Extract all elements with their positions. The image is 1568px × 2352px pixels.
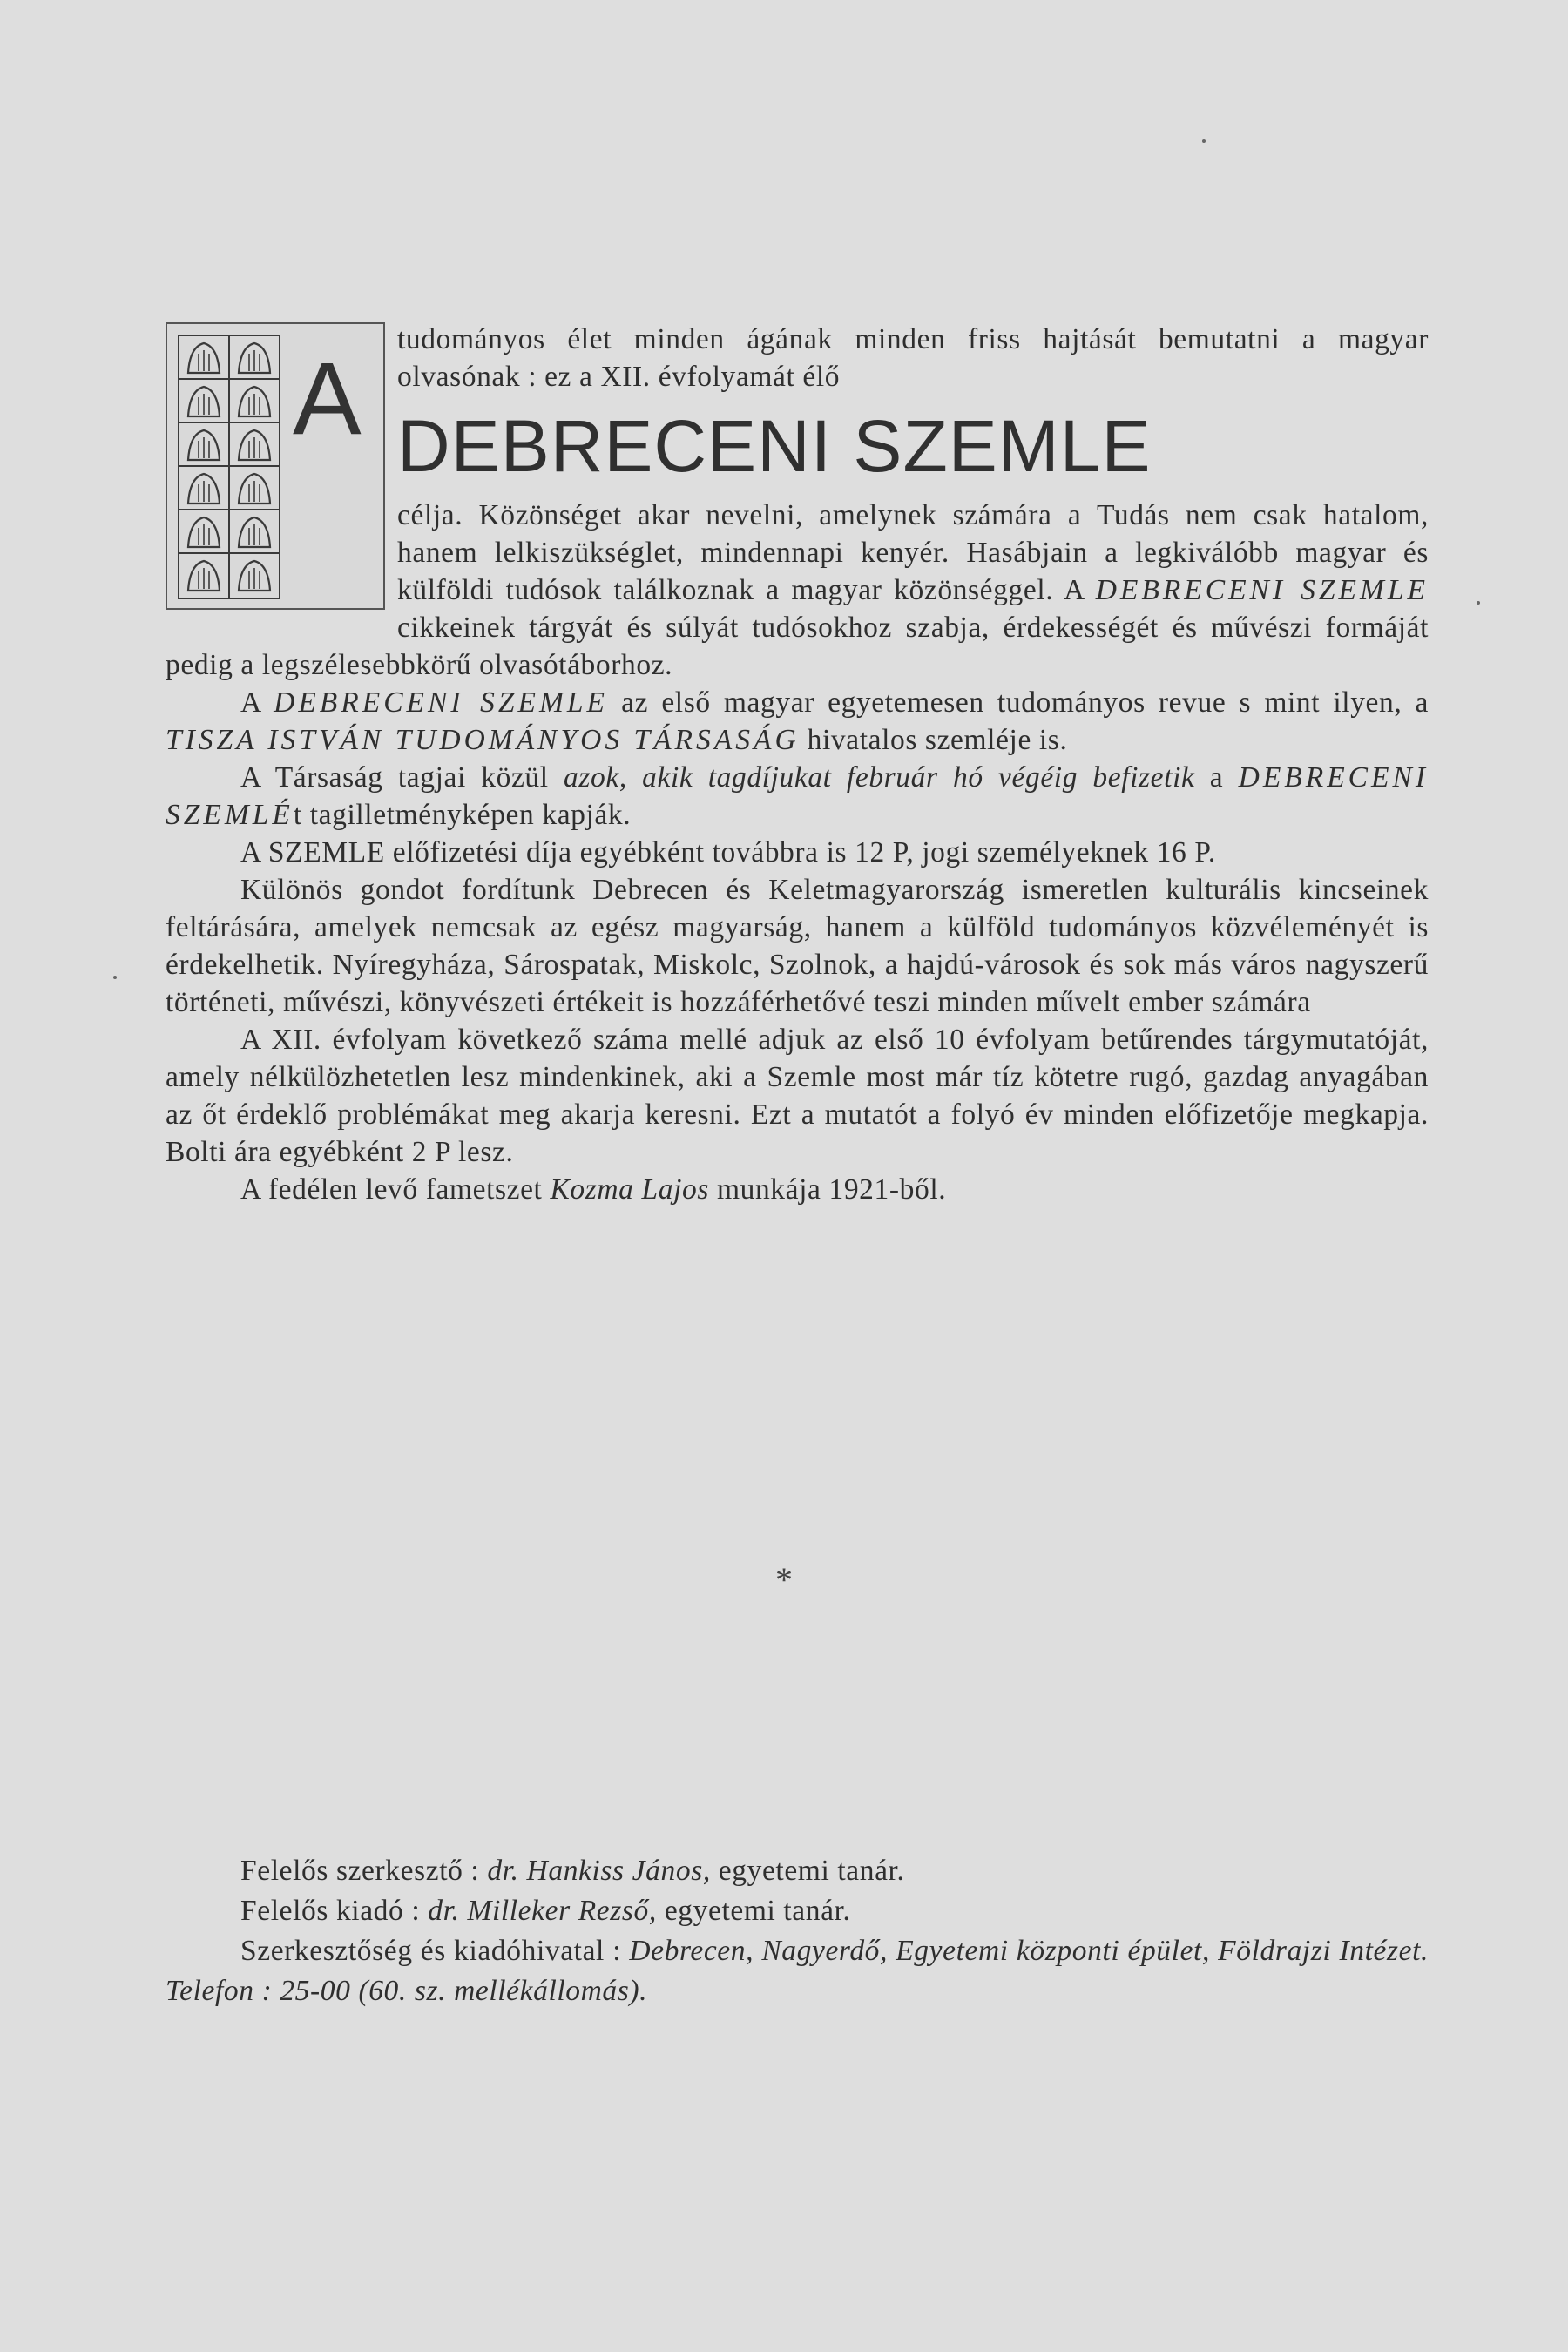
drop-cap-letter: A: [293, 341, 362, 456]
editor-label: Felelős szerkesztő :: [240, 1855, 488, 1887]
speck: [1202, 139, 1206, 143]
p7-artist: Kozma Lajos: [550, 1173, 709, 1206]
editor-role: egyetemi tanár.: [710, 1855, 905, 1887]
p3-text-a: A Társaság tagjai közül: [240, 761, 564, 794]
publisher-label: Felelős kiadó :: [240, 1895, 429, 1927]
speck: [113, 976, 117, 979]
imprint-office: [166, 1931, 1429, 2011]
paragraph-cover: [166, 1171, 1429, 1208]
p3-journal-name: DEBRECENI SZEMLÉ: [166, 761, 1429, 831]
imprint-block: [166, 1851, 1429, 2011]
publisher-role: egyetemi tanár.: [656, 1895, 851, 1927]
intro-after-masthead: célja. Közönséget akar nevelni, amelynek számára a Tudás nem csak hatalom, hanem lelkiszükséglet, mindennapi kenyér. Hasábjain a legkiválóbb magyar és külföldi tudósok találkoznak a magyar közönséggel. A: [397, 499, 1429, 606]
intro-after-journal: cikkeinek tárgyát és súlyát tudósokhoz szabja, érdekességét és művészi formáját pedig a legszélesebbkörű olvasótáborhoz.: [166, 612, 1429, 681]
p3-italic: azok, akik tagdíjukat február hó végéig befizetik: [564, 761, 1195, 794]
announcement-body: [166, 321, 1429, 1208]
bell-pattern-ornament: [178, 335, 280, 599]
p3-text-c: t tagilletményképen kapják.: [293, 799, 632, 831]
section-separator: *: [775, 1560, 793, 1599]
journal-masthead: DEBRECENI SZEMLE: [397, 405, 1152, 487]
p3-text-b: a: [1194, 761, 1239, 794]
p2-text-a: A: [240, 686, 274, 719]
p7-text-b: munkája 1921-ből.: [708, 1173, 947, 1206]
paragraph-index: A XII. évfolyam következő száma mellé adjuk az első 10 évfolyam betűrendes tárgymutatóját, amely nélkülözhetetlen lesz mindenkinek, aki a Szemle most már tíz kötetre rugó, gazdag anyagában az őt érdeklő problémákat meg akarja keresni. Ezt a mutatót a folyó év minden előfizetője megkapja. Bolti ára egyébként 2 P lesz.: [166, 1024, 1429, 1168]
p7-text-a: A fedélen levő fametszet: [240, 1173, 551, 1206]
p2-society-name: TISZA ISTVÁN TUDOMÁNYOS TÁRSASÁG: [166, 724, 800, 756]
office-address: Debrecen, Nagyerdő, Egyetemi központi épület, Földrajzi Intézet. Telefon : 25-00 (60. sz. mellékállomás).: [166, 1935, 1429, 2007]
paragraph-revue: [166, 684, 1429, 759]
intro-lead-text: tudományos élet minden ágának minden friss hajtását bemutatni a magyar olvasónak : ez a XII. évfolyamát élő: [397, 323, 1429, 393]
p2-text-b: az első magyar egyetemesen tudományos revue s mint ilyen, a: [607, 686, 1429, 719]
speck: [1477, 601, 1480, 605]
paragraph-regional-treasures: Különös gondot fordítunk Debrecen és Keletmagyarország ismeretlen kulturális kincseinek feltárására, amelyek nemcsak az egész magyarság, hanem a külföld tudományos közvéleményét is érdekelhetik. Nyíregyháza, Sárospatak, Miskolc, Szolnok, a hajdú-városok és sok más város nagyszerű történeti, művészi, könyvészeti értékeit is hozzáférhetővé teszi minden művelt ember számára: [166, 874, 1429, 1018]
ornamental-initial: [166, 322, 385, 610]
imprint-editor: [166, 1851, 1429, 1891]
journal-name-italic: DEBRECENI SZEMLE: [1095, 574, 1429, 606]
editor-name: dr. Hankiss János,: [487, 1855, 711, 1887]
paragraph-subscription: A SZEMLE előfizetési díja egyébként továbbra is 12 P, jogi személyeknek 16 P.: [240, 836, 1216, 868]
p2-journal-name: DEBRECENI SZEMLE: [274, 686, 608, 719]
imprint-publisher: [166, 1891, 1429, 1931]
office-label: Szerkesztőség és kiadóhivatal :: [240, 1935, 630, 1967]
publisher-name: dr. Milleker Rezső,: [428, 1895, 657, 1927]
p2-text-c: hivatalos szemléje is.: [799, 724, 1068, 756]
paragraph-members: [166, 759, 1429, 834]
